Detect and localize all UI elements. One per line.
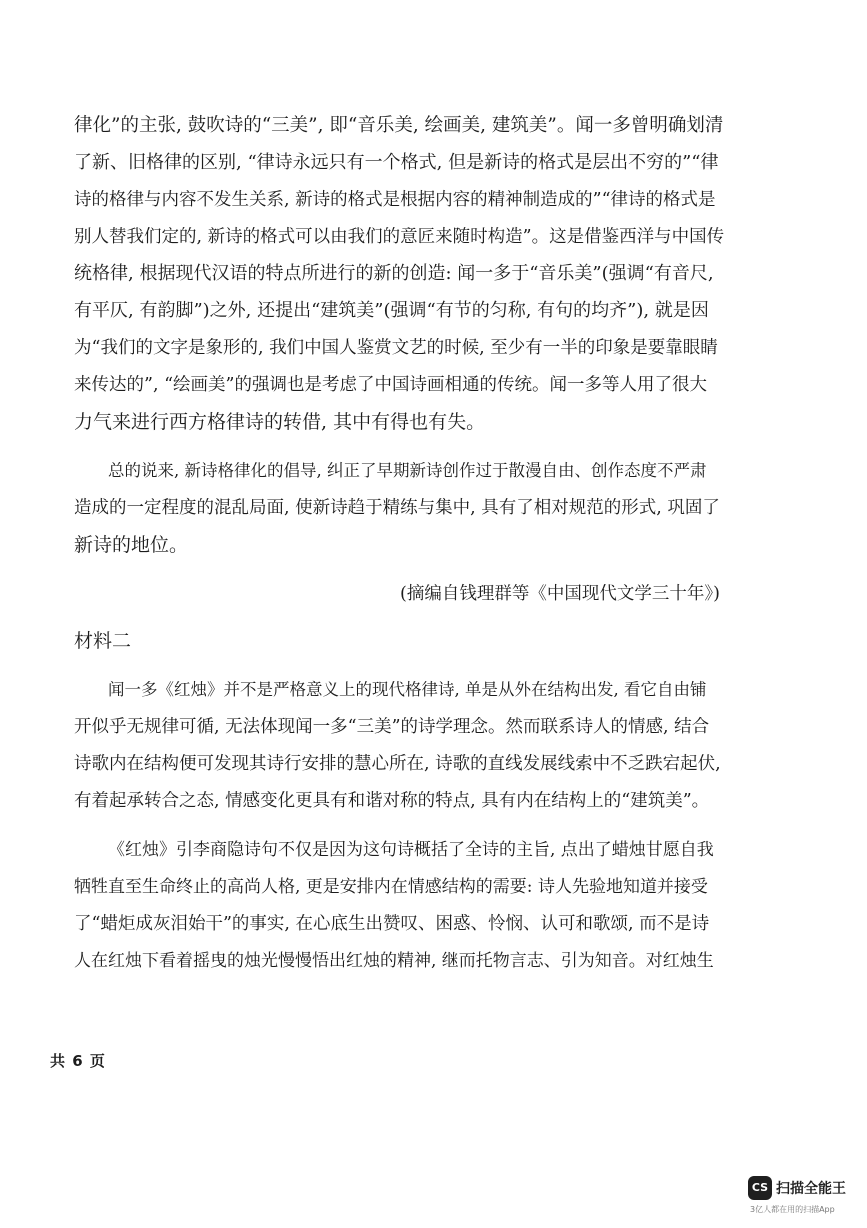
- scanner-watermark: [748, 1176, 860, 1218]
- section-heading: 材料二: [74, 630, 132, 652]
- para2-line-1: 总的说来, 新诗格律化的倡导, 纠正了早期新诗创作过于散漫自由、创作态度不严肃: [108, 461, 707, 480]
- para4-line-3: 了“蜡炬成灰泪始干”的事实, 在心底生出赞叹、困惑、怜悯、认可和歌颂, 而不是诗: [74, 914, 710, 934]
- scanner-tagline: 3亿人都在用的扫描App: [750, 1205, 835, 1214]
- para1-line-3: 诗的格律与内容不发生关系, 新诗的格式是根据内容的精神制造成的”“律诗的格式是: [74, 190, 716, 210]
- para1-line-1: 律化”的主张, 鼓吹诗的“三美”, 即“音乐美, 绘画美, 建筑美”。闻一多曾明确划清: [74, 115, 724, 136]
- para4-line-2: 牺牲直至生命终止的高尚人格, 更是安排内在情感结构的需要: 诗人先验地知道并接受: [74, 877, 708, 897]
- para1-line-2: 了新、旧格律的区别, “律诗永远只有一个格式, 但是新诗的格式是层出不穷的”“律: [74, 152, 719, 173]
- para1-line-7: 为“我们的文字是象形的, 我们中国人鉴赏文艺的时候, 至少有一半的印象是要靠眼睛: [74, 338, 718, 358]
- para1-line-9: 力气来进行西方格律诗的转借, 其中有得也有失。: [74, 411, 486, 433]
- para1-line-8: 来传达的”, “绘画美”的强调也是考虑了中国诗画相通的传统。闻一多等人用了很大: [74, 375, 707, 395]
- para4-line-4: 人在红烛下看着摇曳的烛光慢慢悟出红烛的精神, 继而托物言志、引为知音。对红烛生: [74, 951, 714, 971]
- para2-line-2: 造成的一定程度的混乱局面, 使新诗趋于精练与集中, 具有了相对规范的形式, 巩固了: [74, 498, 720, 518]
- para3-line-4: 有着起承转合之态, 情感变化更具有和谐对称的特点, 具有内在结构上的“建筑美”。: [74, 791, 710, 811]
- para3-line-3: 诗歌内在结构便可发现其诗行安排的慧心所在, 诗歌的直线发展线索中不乏跌宕起伏,: [74, 754, 721, 774]
- para1-line-6: 有平仄, 有韵脚”)之外, 还提出“建筑美”(强调“有节的匀称, 有句的均齐”), 就是因: [74, 300, 709, 321]
- page-count-footer: 共 6 页: [50, 1052, 106, 1070]
- para1-line-5: 统格律, 根据现代汉语的特点所进行的新的创造: 闻一多于“音乐美”(强调“有音尺,: [74, 263, 714, 284]
- scanner-logo-icon: CS: [748, 1176, 772, 1200]
- para4-line-1: 《红烛》引李商隐诗句不仅是因为这句诗概括了全诗的主旨, 点出了蜡烛甘愿自我: [108, 840, 714, 860]
- para1-line-4: 别人替我们定的, 新诗的格式可以由我们的意匠来随时构造”。这是借鉴西洋与中国传: [74, 227, 725, 247]
- para3-line-1: 闻一多《红烛》并不是严格意义上的现代格律诗, 单是从外在结构出发, 看它自由铺: [108, 680, 707, 699]
- para3-line-2: 开似乎无规律可循, 无法体现闻一多“三美”的诗学理念。然而联系诗人的情感, 结合: [74, 717, 710, 737]
- scanner-app-name: 扫描全能王: [776, 1181, 846, 1197]
- para2-line-3: 新诗的地位。: [74, 534, 189, 556]
- source-citation: (摘编自钱理群等《中国现代文学三十年》): [400, 584, 720, 604]
